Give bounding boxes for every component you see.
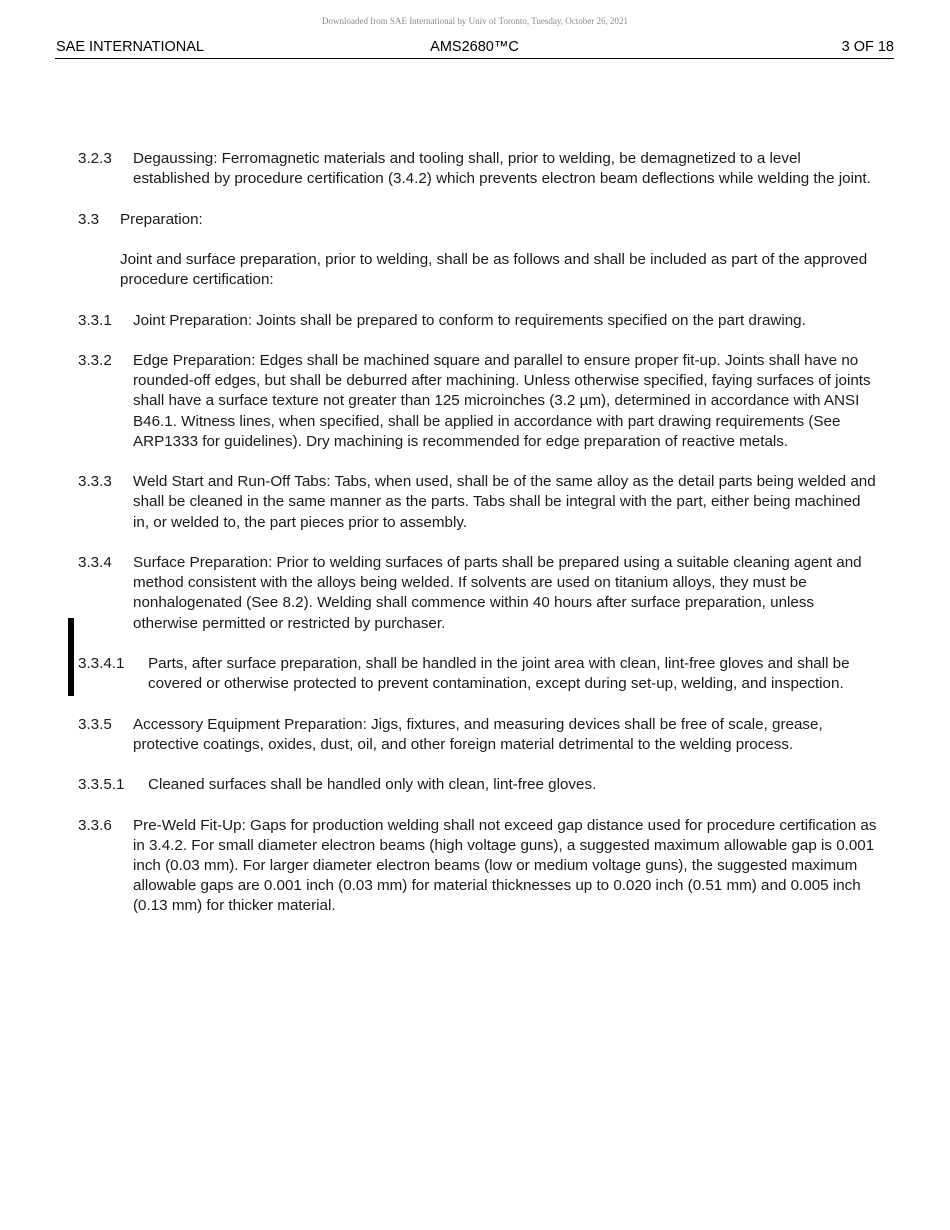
section-3-3-1 [78,311,878,331]
section-text: Parts, after surface preparation, shall be handled in the joint area with clean, lint-free gloves and shall be covered or otherwise protected to prevent contamination, except during set-up, welding, and inspection. [148,654,850,693]
section-3-3-intro [78,250,878,290]
section-3-3-5 [78,715,878,755]
section-text: Accessory Equipment Preparation: Jigs, fixtures, and measuring devices shall be free of scale, grease, protective coatings, oxides, dust, oil, and other foreign material detrimental to the welding process. [133,715,823,753]
section-3-3-4-1 [78,654,878,694]
section-number: 3.3.4.1 [78,654,125,672]
section-number: 3.3.2 [78,351,112,369]
section-number: 3.3 [78,210,100,228]
section-heading: Preparation: [120,210,203,228]
revision-change-bar [68,618,74,696]
section-text: Edge Preparation: Edges shall be machined square and parallel to ensure proper fit-up. Joints shall have no rounded-off edges, but shall be deburred after machining. Unless otherwise specified, faying surfaces of joints shall have a surface texture not greater than 125 microinches (3.2 µm), determined in accordance with ANSI B46.1. Witness lines, when specified, shall be applied in accordance with part drawing requirements (See ARP1333 for guidelines). Dry machining is recommended for edge preparation of reactive metals. [133,351,871,450]
publisher-name: SAE INTERNATIONAL [56,39,204,55]
section-3-3-4 [78,553,878,634]
section-3-2-3 [78,149,878,189]
page-header [55,38,894,59]
section-number: 3.2.3 [78,150,112,167]
document-body [78,149,878,937]
section-text: Surface Preparation: Prior to welding surfaces of parts shall be prepared using a suitable cleaning agent and method consistent with the alloys being welded. If solvents are used on titanium alloys, they must be nonhalogenated (See 8.2). Welding shall commence within 40 hours after surface preparation, unless otherwise permitted or restricted by purchaser. [133,553,862,632]
section-3-3-5-1 [78,775,878,795]
download-watermark: Downloaded from SAE International by Univ of Toronto, Tuesday, October 26, 2021 [321,16,629,26]
section-number: 3.3.1 [78,311,112,329]
section-text: Pre-Weld Fit-Up: Gaps for production welding shall not exceed gap distance used for procedure certification as in 3.4.2. For small diameter electron beams (high voltage guns), a suggested maximum allowable gap is 0.001 inch (0.03 mm). For larger diameter electron beams (low or medium voltage guns), the suggested maximum allowable gaps are 0.001 inch (0.03 mm) for material thicknesses up to 0.020 inch (0.51 mm) and 0.005 inch (0.13 mm) for thicker material. [133,816,877,915]
section-number: 3.3.3 [78,473,112,491]
section-number: 3.3.4 [78,553,112,571]
section-number: 3.3.6 [78,816,112,834]
section-text: Weld Start and Run-Off Tabs: Tabs, when used, shall be of the same alloy as the detail parts being welded and shall be cleaned in the same manner as the parts. Tabs shall be integral with the part, either being machined in, or welded to, the part pieces prior to assembly. [133,473,876,531]
section-text: Joint Preparation: Joints shall be prepared to conform to requirements specified on the part drawing. [133,311,806,329]
section-number: 3.3.5 [78,715,112,733]
section-3-3-2 [78,351,878,452]
section-text: Cleaned surfaces shall be handled only with clean, lint-free gloves. [148,776,597,794]
section-text: Joint and surface preparation, prior to welding, shall be as follows and shall be included as part of the approved procedure certification: [120,250,868,289]
section-number: 3.3.5.1 [78,776,125,794]
page-number: 3 OF 18 [841,39,894,55]
document-number: AMS2680™C [430,39,519,55]
section-3-3 [78,210,878,230]
section-3-3-3 [78,472,878,533]
section-3-3-6 [78,816,878,917]
section-text: Degaussing: Ferromagnetic materials and tooling shall, prior to welding, be demagnetized to a level established by procedure certification (3.4.2) which prevents electron beam deflections while welding the joint. [133,150,871,188]
